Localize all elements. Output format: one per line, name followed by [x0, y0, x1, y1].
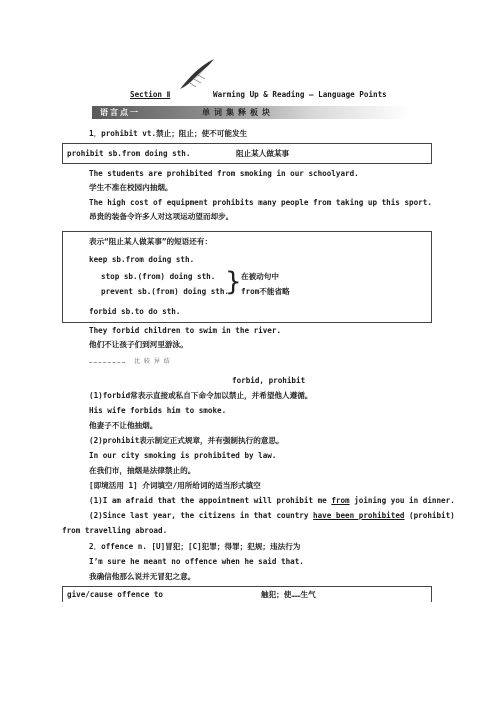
example-en: In our city smoking is prohibited by law.	[89, 451, 277, 460]
item-2-heading: 2．offence n. [U]冒犯；[C]犯罪；得罪；犯规；违法行为	[89, 542, 301, 551]
compare-divider	[89, 362, 125, 363]
example-cn: 学生不准在校园内抽烟。	[89, 183, 173, 192]
section-label: Section_Ⅱ	[130, 90, 171, 99]
example-en: His wife forbids him to smoke.	[89, 406, 227, 415]
phrase-en: prohibit sb.from doing sth.	[67, 149, 191, 158]
page-title: Warming Up & Reading — Language Points	[213, 90, 387, 99]
example-cn: 他妻子不让他抽烟。	[89, 421, 158, 430]
phrase-box-3	[62, 586, 432, 602]
box-note: from不能省略	[241, 287, 290, 296]
example-en: The students are prohibited from smoking in our schoolyard.	[89, 169, 359, 178]
phrase-box-2	[62, 231, 432, 323]
phrase-box-1	[62, 143, 432, 164]
example-cn: 他们不让孩子们到河里游泳。	[89, 340, 188, 349]
box-line: 表示“阻止某人做某事”的短语还有：	[89, 237, 213, 246]
example-en: The high cost of equipment prohibits many people from taking up this sport.	[89, 198, 432, 207]
compare-point: (1)forbid常表示直接或私自下命令加以禁止，并希望他人遵循。	[89, 391, 313, 400]
compare-title: forbid, prohibit	[232, 376, 306, 385]
example-cn: 昂贵的装备令许多人对这项运动望而却步。	[89, 212, 234, 221]
compare-point: (2)prohibit表示制定正式规章，并有强制执行的意思。	[89, 436, 284, 445]
example-cn: 在我们市，抽烟是法律禁止的。	[89, 466, 196, 475]
drill-item-2-cont: from travelling abroad.	[62, 526, 168, 535]
drill-answer: have been prohibited	[313, 511, 405, 520]
example-en: I’m sure he meant no offence when he said that.	[89, 557, 304, 566]
box-line: stop sb.(from) doing sth.	[101, 272, 216, 281]
banner-title: 单词集释板块	[202, 108, 274, 117]
section-banner	[92, 106, 410, 119]
phrase-cn: 触犯；使……生气	[261, 590, 316, 599]
box-line: forbid sb.to do sth.	[89, 307, 181, 316]
example-cn: 我确信他那么说并无冒犯之意。	[89, 572, 196, 581]
compare-label: 比 较 异 结	[134, 358, 171, 365]
example-en: They forbid children to swim in the river.	[89, 326, 282, 335]
box-note: 在被动句中	[241, 272, 279, 281]
box-line: keep sb.from doing sth.	[89, 255, 195, 264]
box-line: prevent sb.(from) doing sth.	[101, 287, 230, 296]
drill-item-2: (2)Since last year, the citizens in that country have been prohibited (prohibit)	[89, 511, 455, 520]
brace-icon: }	[225, 267, 242, 297]
drill-item-1: (1)I am afraid that the appointment will prohibit me from joining you in dinner.	[89, 496, 455, 505]
feather-quill-icon	[176, 57, 216, 91]
drill-heading: [即境活用 1] 介词填空/用所给词的适当形式填空	[89, 481, 261, 490]
drill-answer: from	[331, 496, 350, 505]
item-1-heading: 1．prohibit vt.禁止；阻止；使不可能发生	[89, 129, 248, 138]
banner-left-label: 语言点一	[100, 108, 140, 117]
phrase-en: give/cause offence to	[67, 590, 164, 599]
phrase-cn: 阻止某人做某事	[236, 149, 290, 158]
